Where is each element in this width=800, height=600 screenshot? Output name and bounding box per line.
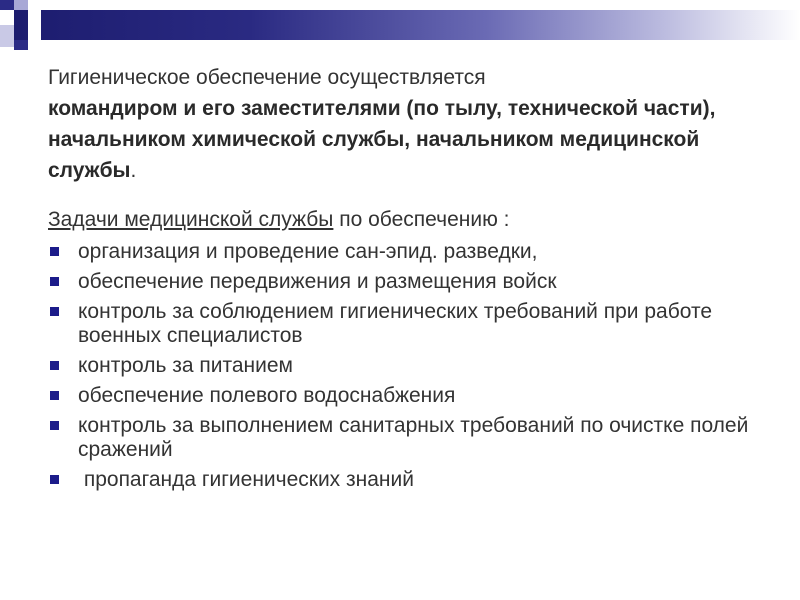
corner-square-white <box>28 10 41 25</box>
intro-end: . <box>130 159 137 182</box>
list-item-text: контроль за питанием <box>78 354 293 377</box>
corner-square-navy-small <box>14 40 28 50</box>
intro-paragraph <box>48 62 768 186</box>
tasks-heading-underlined: Задачи медицинской службы <box>48 208 334 231</box>
list-item-text: контроль за соблюдением гигиенических требований при работе военных специалистов <box>78 300 713 347</box>
list-item <box>48 384 768 408</box>
list-item <box>48 354 768 378</box>
list-item <box>48 300 768 348</box>
list-item <box>48 270 768 294</box>
slide-body <box>48 62 768 492</box>
tasks-list <box>48 240 768 492</box>
square-bullet-icon <box>50 307 59 316</box>
square-bullet-icon <box>50 391 59 400</box>
square-bullet-icon <box>50 247 59 256</box>
square-bullet-icon <box>50 361 59 370</box>
list-item-text: контроль за выполнением санитарных требований по очистке полей сражений <box>78 414 749 461</box>
list-item-text: обеспечение передвижения и размещения войск <box>78 270 557 293</box>
tasks-heading-rest: по обеспечению : <box>333 208 510 231</box>
corner-square-pale <box>0 25 14 47</box>
corner-square-navy <box>0 0 14 10</box>
corner-square-white-lower <box>28 25 41 40</box>
square-bullet-icon <box>50 421 59 430</box>
list-item <box>48 240 768 264</box>
header-gradient-bar <box>14 10 800 40</box>
square-bullet-icon <box>50 277 59 286</box>
tasks-heading <box>48 206 768 234</box>
list-item-text: организация и проведение сан-эпид. разведки, <box>78 240 538 263</box>
list-item-text: пропаганда гигиенических знаний <box>78 468 414 491</box>
square-bullet-icon <box>50 475 59 484</box>
list-item <box>48 414 768 462</box>
list-item <box>48 468 768 492</box>
list-item-text: обеспечение полевого водоснабжения <box>78 384 456 407</box>
intro-lead: Гигиеническое обеспечение осуществляется <box>48 66 486 89</box>
corner-square-lavender <box>14 0 28 10</box>
intro-bold: командиром и его заместителями (по тылу, технической части), начальником химической службы, начальником медицинской службы <box>48 97 716 182</box>
